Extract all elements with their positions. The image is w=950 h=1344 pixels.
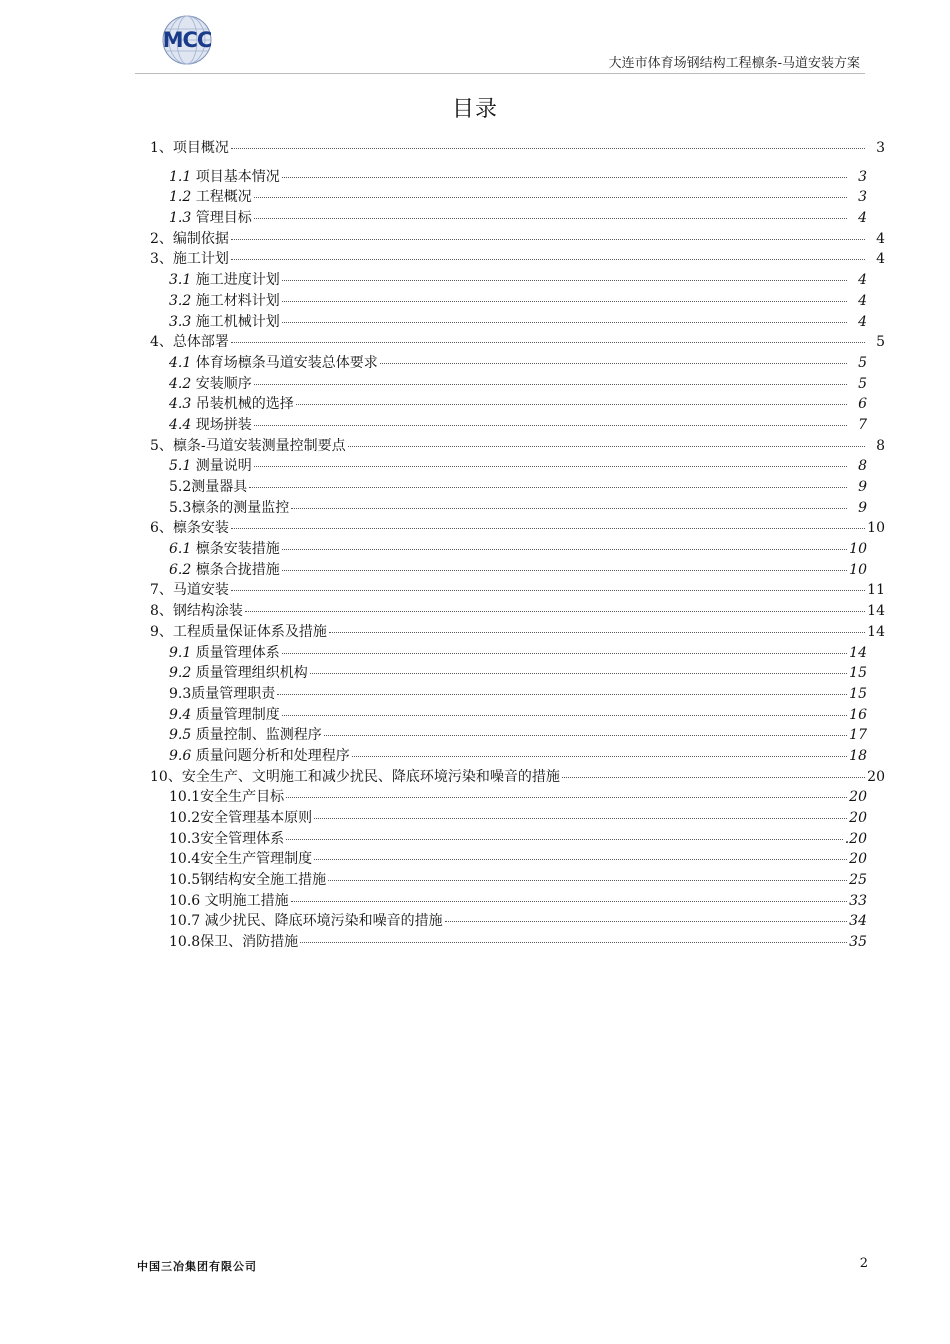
- header-divider: [135, 73, 865, 74]
- toc-dot-leader: [328, 880, 847, 881]
- toc-entry-label: [150, 580, 229, 601]
- toc-entry-label: [169, 208, 252, 229]
- toc-entry-text: 10.7 减少扰民、降底环境污染和噪音的措施: [169, 913, 443, 930]
- toc-dot-leader: [231, 239, 865, 240]
- toc-entry-label: [169, 808, 312, 829]
- toc-entry-label: [150, 518, 229, 539]
- toc-entry-text: 1、项目概况: [150, 140, 229, 156]
- toc-entry-number: 3.1: [169, 272, 192, 289]
- toc-entry-page: 3: [858, 189, 867, 206]
- toc-dot-leader: [282, 549, 847, 550]
- toc-entry-page: 14: [867, 603, 885, 620]
- toc-entry-number: 5.1: [169, 458, 192, 475]
- toc-entry-text: 5.2测量器具: [169, 479, 248, 495]
- toc-entry[interactable]: [150, 332, 885, 353]
- toc-entry-label: [150, 622, 327, 643]
- table-of-contents: [150, 138, 885, 953]
- toc-entry[interactable]: [150, 394, 867, 415]
- toc-entry-label: [169, 498, 289, 519]
- toc-dot-leader: [231, 148, 865, 149]
- toc-entry-text: 体育场檩条马道安装总体要求: [191, 354, 378, 371]
- toc-entry-text: 9、工程质量保证体系及措施: [150, 623, 327, 640]
- toc-entry[interactable]: [150, 167, 867, 188]
- toc-entry-text: 安装顺序: [191, 375, 252, 392]
- toc-entry[interactable]: [150, 870, 867, 891]
- toc-entry-page: 17: [849, 727, 867, 744]
- toc-entry-text: 6、檩条安装: [150, 520, 229, 537]
- toc-entry-text: 檩条合拢措施: [191, 561, 280, 578]
- toc-entry[interactable]: [150, 601, 885, 622]
- toc-entry[interactable]: [150, 312, 867, 333]
- toc-entry-text: 质量管理制度: [191, 706, 280, 723]
- toc-dot-leader: [231, 342, 865, 343]
- toc-entry-page: 15: [849, 665, 867, 682]
- toc-entry-page: 20: [849, 851, 867, 868]
- toc-entry-label: [169, 312, 280, 333]
- toc-entry[interactable]: [150, 208, 867, 229]
- toc-dot-leader: [282, 177, 847, 178]
- toc-dot-leader: [445, 921, 847, 922]
- toc-entry-text: 10.6 文明施工措施: [169, 892, 289, 909]
- toc-entry-label: [169, 725, 322, 746]
- toc-entry-page: 20: [849, 810, 867, 826]
- toc-entry-page: 9: [858, 499, 867, 516]
- toc-dot-leader: [300, 942, 847, 943]
- toc-dot-leader: [310, 673, 847, 674]
- toc-entry-page: 4: [876, 230, 885, 247]
- toc-entry-page: 8: [876, 437, 885, 454]
- toc-entry[interactable]: [150, 891, 867, 912]
- toc-dot-leader: [254, 218, 847, 219]
- toc-entry-label: [169, 477, 247, 498]
- toc-entry[interactable]: [150, 622, 885, 643]
- toc-entry-label: [150, 249, 229, 270]
- toc-entry-label: [150, 436, 346, 457]
- toc-title: 目录: [451, 97, 498, 122]
- toc-entry-text: 质量管理体系: [191, 644, 280, 661]
- toc-dot-leader: [329, 632, 865, 633]
- toc-entry-text: 测量说明: [191, 458, 252, 475]
- toc-entry-label: [169, 394, 294, 415]
- toc-entry-page: 5: [876, 334, 885, 351]
- toc-entry-text: 5.3檩条的测量监控: [169, 499, 290, 516]
- toc-entry-text: 质量管理组织机构: [191, 665, 308, 682]
- toc-entry-page: 11: [867, 582, 885, 599]
- toc-entry[interactable]: [150, 498, 867, 519]
- toc-entry[interactable]: [150, 415, 867, 436]
- toc-dot-leader: [282, 715, 847, 716]
- toc-entry-page: 6: [858, 396, 867, 413]
- toc-entry[interactable]: [150, 560, 867, 581]
- toc-entry-number: 1.2: [169, 189, 192, 206]
- toc-dot-leader: [380, 363, 847, 364]
- toc-dot-leader: [254, 466, 847, 467]
- footer-company: 中国三冶集团有限公司: [137, 1260, 257, 1273]
- toc-dot-leader: [291, 508, 847, 509]
- toc-entry-number: 9.2: [169, 665, 192, 682]
- toc-entry-number: 9.4: [169, 706, 192, 723]
- toc-entry-label: [169, 787, 284, 808]
- toc-entry-page: 8: [858, 458, 867, 475]
- toc-entry-text: 7、马道安装: [150, 582, 229, 599]
- toc-dot-leader: [282, 280, 847, 281]
- toc-entry-text: 项目基本情况: [191, 168, 280, 185]
- toc-entry-label: [169, 187, 252, 208]
- toc-entry[interactable]: [150, 580, 885, 601]
- toc-dot-leader: [286, 839, 843, 840]
- toc-entry-page: 10: [867, 520, 885, 537]
- toc-dot-leader: [231, 259, 865, 260]
- toc-entry[interactable]: [150, 353, 867, 374]
- toc-entry-page: 20: [849, 789, 867, 806]
- toc-entry[interactable]: [150, 477, 867, 498]
- toc-dot-leader: [291, 901, 847, 902]
- toc-entry-label: [169, 746, 350, 767]
- toc-entry-label: [169, 643, 280, 664]
- toc-entry-number: 4.2: [169, 375, 192, 392]
- toc-entry[interactable]: [150, 374, 867, 395]
- toc-entry-page: 16: [849, 706, 867, 723]
- toc-entry[interactable]: [150, 684, 867, 705]
- toc-dot-leader: [254, 425, 847, 426]
- toc-dot-leader: [282, 322, 847, 323]
- toc-dot-leader: [314, 818, 847, 819]
- toc-entry-number: 6.2: [169, 561, 192, 578]
- toc-dot-leader: [286, 797, 847, 798]
- toc-entry-number: 9.6: [169, 747, 192, 764]
- toc-dot-leader: [282, 653, 847, 654]
- toc-entry[interactable]: [150, 705, 867, 726]
- toc-entry[interactable]: [150, 767, 885, 788]
- toc-entry[interactable]: [150, 808, 867, 829]
- toc-entry-text: 吊装机械的选择: [191, 396, 294, 413]
- toc-entry-page: 5: [858, 354, 867, 371]
- toc-entry-page: 33: [849, 892, 867, 909]
- toc-entry-page: 10: [849, 541, 867, 558]
- toc-entry-label: [169, 932, 298, 953]
- toc-entry-page: 4: [858, 313, 867, 330]
- toc-entry-text: 檩条安装措施: [191, 541, 280, 558]
- toc-entry-number: 4.3: [169, 396, 192, 413]
- toc-entry-text: 10.2安全管理基本原则: [169, 810, 313, 826]
- toc-entry-page: 4: [858, 292, 867, 309]
- svg-text:MCC: MCC: [162, 28, 212, 52]
- toc-entry-label: [169, 353, 378, 374]
- toc-entry-label: [169, 560, 280, 581]
- toc-entry-page: 14: [849, 644, 867, 661]
- toc-entry-label: [169, 663, 308, 684]
- toc-entry-text: 10.8保卫、消防措施: [169, 934, 299, 951]
- toc-entry-page: 18: [849, 747, 867, 764]
- toc-dot-leader: [352, 756, 847, 757]
- toc-entry[interactable]: [150, 787, 867, 808]
- toc-entry-label: [169, 829, 284, 850]
- toc-entry-page: 7: [858, 416, 867, 433]
- toc-entry-page: 15: [849, 685, 867, 702]
- toc-entry-page: 25: [849, 872, 867, 889]
- toc-dot-leader: [231, 528, 865, 529]
- toc-entry-label: [150, 332, 229, 353]
- toc-dot-leader: [254, 384, 847, 385]
- toc-entry[interactable]: [150, 270, 867, 291]
- toc-entry[interactable]: [150, 663, 867, 684]
- toc-dot-leader: [562, 777, 865, 778]
- toc-entry-number: 1.3: [169, 210, 192, 227]
- mcc-logo: [150, 14, 224, 66]
- toc-dot-leader: [277, 694, 847, 695]
- toc-entry-text: 2、编制依据: [150, 230, 229, 247]
- toc-entry-page: 4: [858, 210, 867, 227]
- toc-dot-leader: [282, 570, 847, 571]
- toc-entry-page: 4: [858, 272, 867, 289]
- toc-dot-leader: [282, 301, 847, 302]
- toc-entry-label: [169, 684, 275, 705]
- toc-entry-label: [169, 891, 289, 912]
- toc-entry-page: .20: [844, 830, 867, 847]
- toc-entry-number: 3.2: [169, 292, 192, 309]
- toc-entry[interactable]: [150, 138, 885, 159]
- toc-entry-text: 现场拼装: [191, 416, 252, 433]
- toc-dot-leader: [254, 197, 847, 198]
- toc-dot-leader: [249, 487, 847, 488]
- toc-entry[interactable]: [150, 249, 885, 270]
- toc-entry-page: 20: [867, 768, 885, 785]
- toc-entry-label: [169, 911, 443, 932]
- toc-entry[interactable]: [150, 746, 867, 767]
- toc-entry-text: 工程概况: [191, 189, 252, 206]
- toc-entry-label: [150, 138, 229, 159]
- toc-entry[interactable]: [150, 643, 867, 664]
- toc-entry-label: [169, 291, 280, 312]
- toc-entry-label: [150, 601, 243, 622]
- toc-entry-text: 10.4安全生产管理制度: [169, 851, 313, 868]
- toc-entry-page: 9: [858, 479, 867, 495]
- toc-entry-page: 35: [849, 934, 867, 951]
- toc-entry-page: 34: [849, 913, 867, 930]
- toc-entry-text: 5、檩条-马道安装测量控制要点: [150, 437, 346, 454]
- toc-entry-label: [169, 705, 280, 726]
- toc-entry[interactable]: [150, 456, 867, 477]
- toc-dot-leader: [296, 404, 847, 405]
- toc-entry[interactable]: [150, 291, 867, 312]
- toc-entry-text: 10、安全生产、文明施工和减少扰民、降底环境污染和噪音的措施: [150, 768, 560, 785]
- toc-entry-text: 施工进度计划: [191, 272, 280, 289]
- toc-entry-number: 6.1: [169, 541, 192, 558]
- toc-entry-page: 14: [867, 623, 885, 640]
- toc-entry-label: [169, 539, 280, 560]
- toc-entry-label: [169, 270, 280, 291]
- footer-page-number: 2: [859, 1256, 868, 1271]
- toc-entry-text: 施工材料计划: [191, 292, 280, 309]
- toc-entry-number: 1.1: [169, 168, 192, 185]
- toc-entry[interactable]: [150, 229, 885, 250]
- toc-entry-page: 4: [876, 251, 885, 268]
- toc-entry-label: [169, 870, 326, 891]
- toc-entry-text: 4、总体部署: [150, 334, 229, 351]
- toc-entry-text: 10.5钢结构安全施工措施: [169, 872, 327, 889]
- document-header-title: 大连市体育场钢结构工程檩条-马道安装方案: [608, 56, 860, 71]
- toc-entry-number: 4.1: [169, 354, 192, 371]
- toc-entry-label: [150, 229, 229, 250]
- toc-entry[interactable]: [150, 849, 867, 870]
- toc-entry[interactable]: [150, 911, 867, 932]
- toc-entry[interactable]: [150, 187, 867, 208]
- toc-entry-text: 8、钢结构涂装: [150, 603, 243, 620]
- toc-entry-label: [169, 849, 312, 870]
- toc-entry[interactable]: [150, 932, 867, 953]
- toc-entry[interactable]: [150, 725, 867, 746]
- toc-entry-number: 9.5: [169, 727, 192, 744]
- toc-entry-number: 4.4: [169, 416, 192, 433]
- toc-entry-label: [169, 374, 252, 395]
- toc-entry-text: 质量控制、监测程序: [191, 727, 322, 744]
- toc-entry-label: [169, 415, 252, 436]
- toc-entry-text: 质量问题分析和处理程序: [191, 747, 350, 764]
- toc-dot-leader: [245, 611, 865, 612]
- toc-entry-page: 5: [858, 375, 867, 392]
- toc-entry-text: 3、施工计划: [150, 251, 229, 268]
- toc-entry[interactable]: [150, 436, 885, 457]
- toc-entry-text: 10.3安全管理体系: [169, 830, 285, 847]
- toc-entry-page: 10: [849, 561, 867, 578]
- toc-entry-label: [169, 456, 252, 477]
- toc-dot-leader: [314, 859, 847, 860]
- toc-entry-label: [150, 767, 560, 788]
- toc-entry-text: 10.1安全生产目标: [169, 789, 285, 806]
- toc-entry[interactable]: [150, 518, 885, 539]
- toc-entry[interactable]: [150, 829, 867, 850]
- toc-entry-label: [169, 167, 280, 188]
- toc-entry[interactable]: [150, 539, 867, 560]
- toc-entry-text: 管理目标: [191, 210, 252, 227]
- toc-dot-leader: [348, 446, 865, 447]
- toc-dot-leader: [231, 590, 865, 591]
- toc-entry-page: 3: [858, 168, 867, 185]
- toc-dot-leader: [324, 735, 847, 736]
- toc-entry-text: 施工机械计划: [191, 313, 280, 330]
- toc-entry-text: 9.3质量管理职责: [169, 685, 276, 702]
- toc-entry-page: 3: [876, 140, 885, 156]
- toc-entry-number: 3.3: [169, 313, 192, 330]
- toc-entry-number: 9.1: [169, 644, 192, 661]
